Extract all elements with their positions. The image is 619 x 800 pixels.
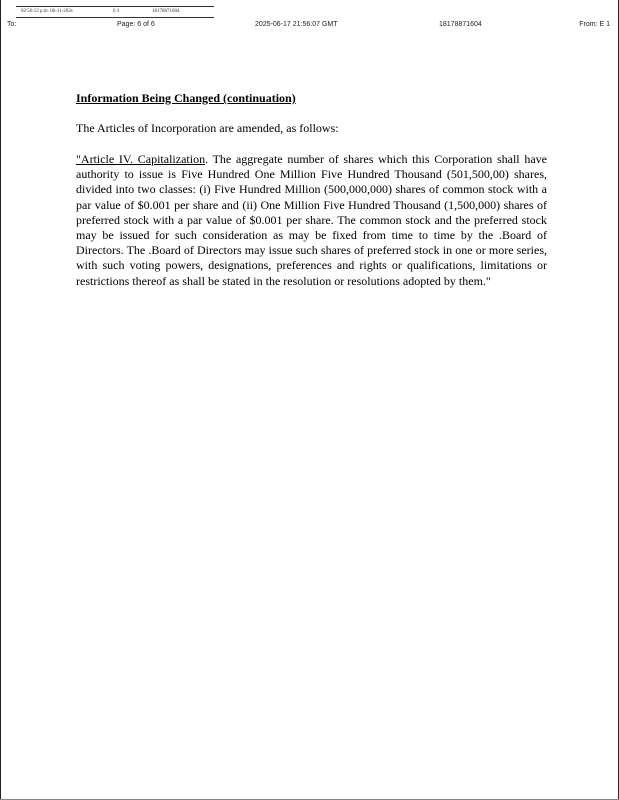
intro-paragraph: The Articles of Incorporation are amended, as follows: [76,121,339,135]
section-heading: Information Being Changed (continuation) [76,91,296,105]
fax-header [0,19,619,31]
fax-strip-page: 6 /l [113,9,120,14]
fax-header-to: To: [7,21,17,28]
fax-strip-time: 02:56:12 p.m. 06-11-202s [21,9,73,14]
fax-transmission-strip [16,6,214,18]
fax-header-datetime: 2025-06-17 21:56:07 GMT [255,21,338,28]
fax-header-from: From: E 1 [579,21,610,28]
page-border-left [0,0,1,800]
fax-strip-number: 18178871604 [152,9,180,14]
article-paragraph [76,152,547,289]
fax-header-number: 18178871604 [439,21,482,28]
article-body: . The aggregate number of shares which this Corporation shall have authority to issue is Five Hundred One Million Five Hundred Thousand (501,500,00) shares, divided into two classes: (i) Five Hundred Million (500,000,000) shares of common stock with a par value of $0.001 per share and (ii) One Million Five Hundred Thousand (1,500,000) shares of preferred stock with a par value of $0.001 per share. The common stock and the preferred stock may be issued for such consideration as may be fixed from time to time by the .Board of Directors. The .Board of Directors may issue such shares of preferred stock in one or more series, with such voting powers, designations, preferences and rights or qualifications, limitations or restrictions thereof as shall be stated in the resolution or resolutions adopted by them." [76,152,547,288]
article-reference: "Article IV. Capitalization [76,152,206,166]
fax-header-page: Page: 6 of 6 [117,21,155,28]
